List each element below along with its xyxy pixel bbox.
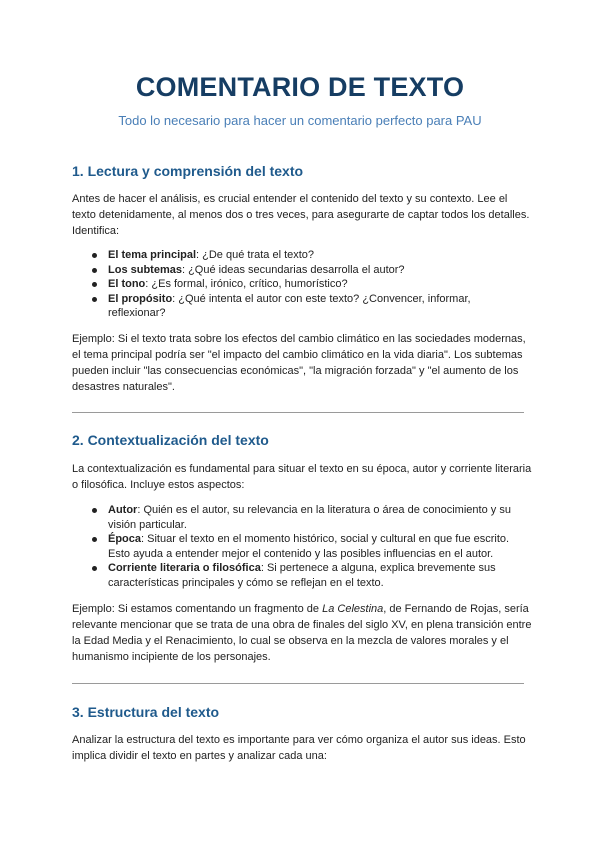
list-item-text: : ¿De qué trata el texto? [196, 249, 315, 261]
bullet-icon [92, 297, 97, 302]
list-item-text: : ¿Es formal, irónico, crítico, humorístico? [145, 278, 348, 290]
section-1-intro: Antes de hacer el análisis, es crucial entender el contenido del texto y su contexto. Lee el texto detenidamente, al menos dos o tres veces, para asegurarte de captar todos los detalles. Identifica: [72, 193, 530, 237]
list-item [90, 561, 520, 590]
list-item [90, 263, 520, 278]
list-item-term: Corriente literaria o filosófica [108, 562, 261, 574]
list-item [90, 277, 520, 292]
list-item-term: El tema principal [108, 249, 197, 261]
list-item-text: : Situar el texto en el momento histórico, social y cultural en que fue escrito. Esto ayuda a entender mejor el contenido y las posibles influencias en el autor. [108, 533, 510, 560]
list-item [90, 532, 520, 561]
list-item-term: Época [108, 533, 142, 545]
list-item [90, 292, 520, 321]
bullet-icon [92, 253, 97, 258]
bullet-icon [92, 282, 97, 287]
example-text-start: Ejemplo: Si estamos comentando un fragmento de [72, 603, 323, 615]
section-1-list [90, 248, 520, 321]
list-item-term: El tono [108, 278, 146, 290]
list-item [90, 248, 520, 263]
example-text-end: , de Fernando de Rojas, sería relevante mencionar que se trata de una obra de finales del siglo XV, en plena transición entre la Edad Media y el Renacimiento, lo cual se observa en la mezcla de valores morales y el humanismo incipiente de los personajes. [72, 603, 532, 663]
section-2-intro: La contextualización es fundamental para situar el texto en su época, autor y corriente literaria o filosófica. Incluye estos aspectos: [72, 463, 532, 491]
bullet-icon [92, 566, 97, 571]
list-item-text: : Si pertenece a alguna, explica brevemente sus características principales y cómo se reflejan en el texto. [108, 562, 496, 589]
section-2-example [72, 601, 532, 665]
list-item-term: Autor [108, 504, 138, 516]
document-subtitle: Todo lo necesario para hacer un comentario perfecto para PAU [118, 113, 482, 128]
list-item [90, 503, 520, 532]
section-3-intro: Analizar la estructura del texto es importante para ver cómo organiza el autor sus ideas. Esto implica dividir el texto en partes y analizar cada una: [72, 734, 526, 762]
section-1-heading: 1. Lectura y comprensión del texto [72, 163, 304, 179]
section-divider [72, 412, 524, 413]
bullet-icon [92, 537, 97, 542]
bullet-icon [92, 508, 97, 513]
section-2-list [90, 503, 520, 590]
section-divider [72, 683, 524, 684]
document-title: COMENTARIO DE TEXTO [135, 72, 465, 102]
section-3-heading: 3. Estructura del texto [72, 704, 220, 720]
list-item-term: Los subtemas [108, 263, 182, 276]
list-item-text: : Quién es el autor, su relevancia en la literatura o área de conocimiento y su visión particular. [108, 504, 511, 531]
section-1-example: Ejemplo: Si el texto trata sobre los efectos del cambio climático en las sociedades modernas, el tema principal podría ser "el impacto del cambio climático en la vida diaria". Los subtemas pueden incluir "las consecuencias económicas", "la migración forzada" y "el aumento de los desastres naturales". [72, 333, 526, 393]
list-item-text: : ¿Qué ideas secundarias desarrolla el autor? [181, 263, 405, 276]
section-2-heading: 2. Contextualización del texto [72, 432, 269, 448]
list-item-text: : ¿Qué intenta el autor con este texto? ¿Convencer, informar, reflexionar? [108, 292, 471, 319]
list-item-term: El propósito [108, 292, 173, 305]
example-work-title: La Celestina [322, 603, 384, 615]
bullet-icon [92, 268, 97, 273]
